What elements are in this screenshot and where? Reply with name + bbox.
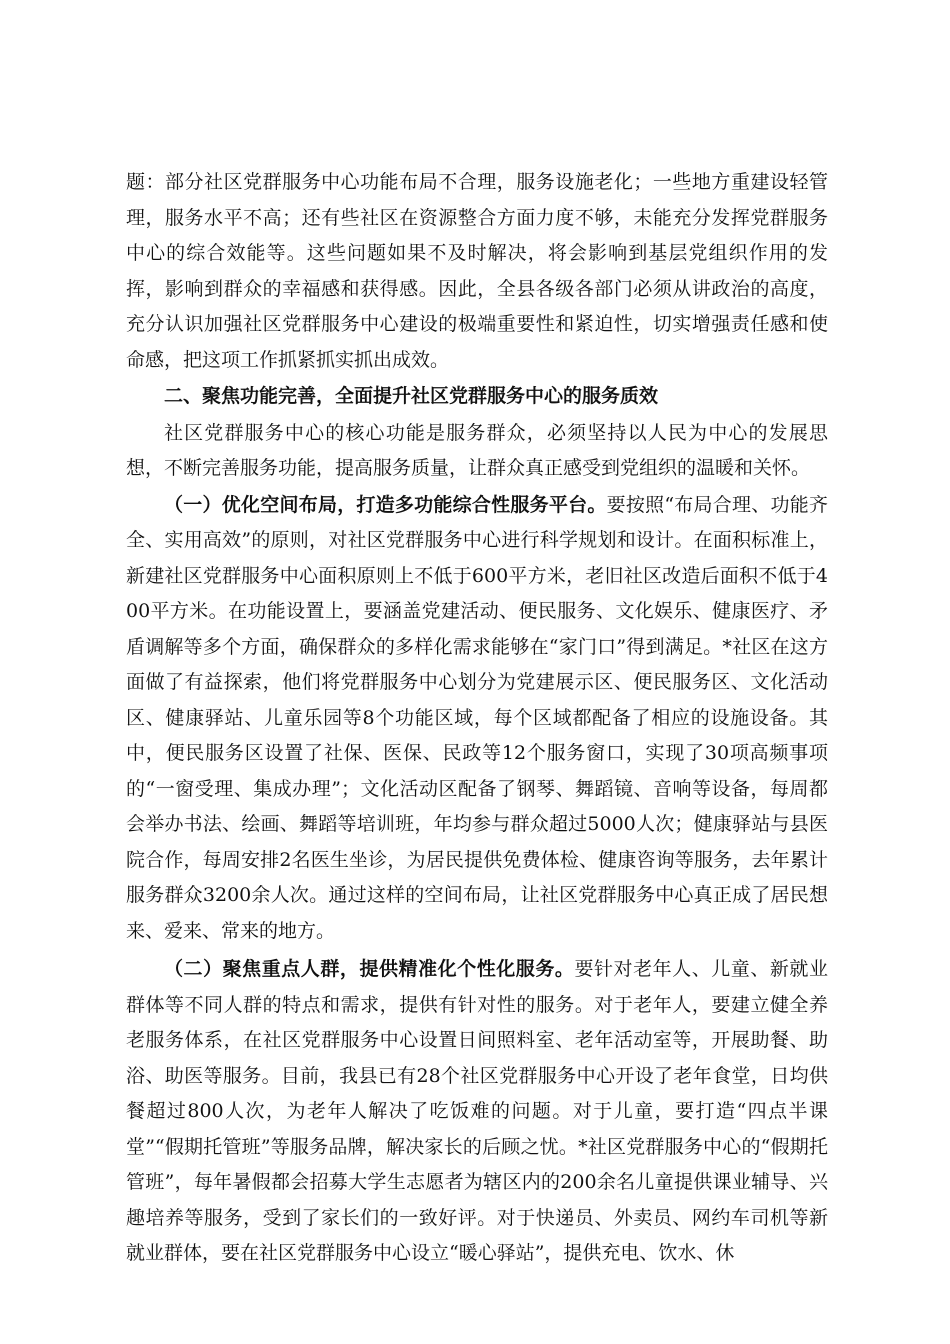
paragraph-text: 社区党群服务中心的核心功能是服务群众，必须坚持以人民为中心的发展思想，不断完善服务功能，提高服务质量，让群众真正感受到党组织的温暖和关怀。 xyxy=(126,421,828,479)
paragraph-subsection-2 xyxy=(126,952,828,1272)
paragraph-subsection-1 xyxy=(126,488,828,950)
document-body xyxy=(126,165,828,1272)
section-heading-text: 二、聚焦功能完善，全面提升社区党群服务中心的服务质效 xyxy=(164,385,659,407)
paragraph-continuation xyxy=(126,165,828,378)
subsection-heading: （二）聚焦重点人群，提供精准化个性化服务。 xyxy=(164,958,575,980)
section-heading xyxy=(126,379,828,415)
paragraph-intro xyxy=(126,416,828,487)
paragraph-text: 要针对老年人、儿童、新就业群体等不同人群的特点和需求，提供有针对性的服务。对于老年人，要建立健全养老服务体系，在社区党群服务中心设置日间照料室、老年活动室等，开展助餐、助浴、助医等服务。目前，我县已有28个社区党群服务中心开设了老年食堂，日均供餐超过800人次，为老年人解决了吃饭难的问题。对于儿童，要打造“四点半课堂”“假期托管班”等服务品牌，解决家长的后顾之忧。*社区党群服务中心的“假期托管班”，每年暑假都会招募大学生志愿者为辖区内的200余名儿童提供课业辅导、兴趣培养等服务，受到了家长们的一致好评。对于快递员、外卖员、网约车司机等新就业群体，要在社区党群服务中心设立“暖心驿站”，提供充电、饮水、休 xyxy=(126,958,828,1264)
subsection-heading: （一）优化空间布局，打造多功能综合性服务平台。 xyxy=(164,493,607,516)
paragraph-text: 题：部分社区党群服务中心功能布局不合理，服务设施老化；一些地方重建设轻管理，服务水平不高；还有些社区在资源整合方面力度不够，未能充分发挥党群服务中心的综合效能等。这些问题如果不及时解决，将会影响到基层党组织作用的发挥，影响到群众的幸福感和获得感。因此，全县各级各部门必须从讲政治的高度，充分认识加强社区党群服务中心建设的极端重要性和紧迫性，切实增强责任感和使命感，把这项工作抓紧抓实抓出成效。 xyxy=(126,171,828,371)
paragraph-text: 要按照“布局合理、功能齐全、实用高效”的原则，对社区党群服务中心进行科学规划和设计。在面积标准上，新建社区党群服务中心面积原则上不低于600平方米，老旧社区改造后面积不低于400平方米。在功能设置上，要涵盖党建活动、便民服务、文化娱乐、健康医疗、矛盾调解等多个方面，确保群众的多样化需求能够在“家门口”得到满足。*社区在这方面做了有益探索，他们将党群服务中心划分为党建展示区、便民服务区、文化活动区、健康驿站、儿童乐园等8个功能区域，每个区域都配备了相应的设施设备。其中，便民服务区设置了社保、医保、民政等12个服务窗口，实现了30项高频事项的“一窗受理、集成办理”；文化活动区配备了钢琴、舞蹈镜、音响等设备，每周都会举办书法、绘画、舞蹈等培训班，年均参与群众超过5000人次；健康驿站与县医院合作，每周安排2名医生坐诊，为居民提供免费体检、健康咨询等服务，去年累计服务群众3200余人次。通过这样的空间布局，让社区党群服务中心真正成了居民想来、爱来、常来的地方。 xyxy=(126,493,828,942)
